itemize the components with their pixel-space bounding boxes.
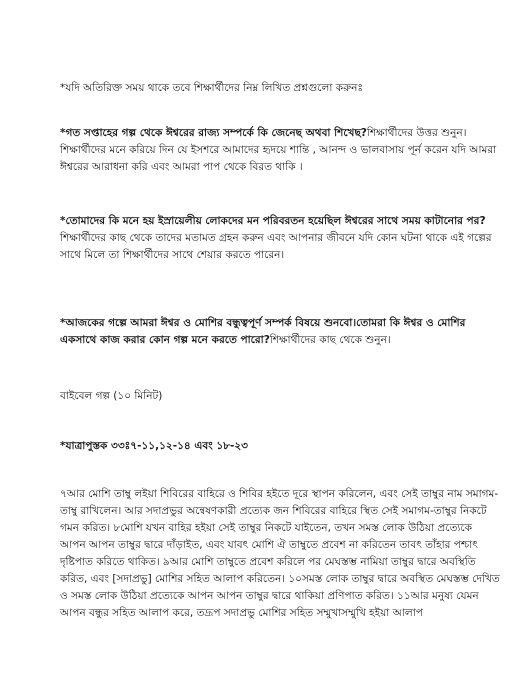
question-3: [60, 315, 500, 349]
question-2: [60, 213, 500, 264]
scripture-passage: ৭আর মোশি তাম্বু লইয়া শিবিরের বাহিরে ও শিবির হইতে দূরে স্থাপন করিলেন, এবং সেই তাম্বুর নাম সমাগম-তাম্বু রাখিলেন। আর সদাপ্রভুর অন্বেষণকারী প্রত্যেক জন শিবিরের বাহিরে স্থিত সেই সমাগম-তাম্বুর নিকটে গমন করিত। ৮মোশি যখন বাহির হইয়া সেই তাম্বুর নিকটে যাইতেন, তখন সমস্ত লোক উঠিয়া প্রত্যেকে আপন আপন তাম্বুর দ্বারে দাঁড়াইত, এবং যাবৎ মোশি ঐ তাম্বুতে প্রবেশ না করিতেন তাবৎ তাঁহার পশ্চাৎ দৃষ্টিপাত করিতে থাকিত। ৯আর মোশি তাম্বুতে প্রবেশ করিলে পর মেঘস্তম্ভ নামিয়া তাম্বুর দ্বারে অবস্থিতি করিত, এবং [সদাপ্রভু] মোশির সহিত আলাপ করিতেন। ১০সমস্ত লোক তাম্বুর দ্বারে অবস্থিত মেঘস্তম্ভ দেখিত ও সমস্ত লোক উঠিয়া প্রত্যেকে আপন আপন তাম্বুর দ্বারে থাকিয়া প্রণিপাত করিত। ১১আর মনুষ্য যেমন আপন বন্ধুর সহিত আলাপ করে, তদ্রূপ সদাপ্রভু মোশির সহিত সম্মুখাসম্মুখি হইয়া আলাপ: [60, 488, 500, 619]
bible-story-heading: বাইবেল গল্প (১০ মিনিট): [60, 390, 163, 402]
intro-paragraph: *যদি অতিরিক্ত সময় থাকে তবে শিক্ষার্থীদের নিম্ন লিখিত প্রশ্নগুলো করুনঃ: [60, 82, 363, 94]
question-3-bold: *আজকের গল্পে আমরা ঈশ্বর ও মোশির বন্ধুত্বপূর্ণ সম্পর্ক বিষয়ে শুনবো।তোমরা কি ঈশ্বর ও মোশির একসাথে কাজ করার কোন গল্প মনে করতে পারো?: [60, 317, 466, 346]
question-1-bold: *গত সপ্তাহের গল্প থেকে ঈশ্বরের রাজ্য সম্পর্কে কি জেনেছ অথবা শিখেছ?: [60, 127, 367, 139]
question-1: [60, 125, 500, 176]
scripture-reference: *যাত্রাপুস্তক ৩৩ঃ৭-১১,১২-১৪ এবং ১৮-২৩: [60, 440, 249, 452]
question-2-text: শিক্ষার্থীদের কাছ থেকে তাদের মতামত গ্রহন করুন এবং আপনার জীবনে যদি কোন ঘটনা থাকে এই গল্পের সাথে মিলে তা শিক্ষার্থীদের সাথে শেয়ার করতে পারেন।: [60, 232, 492, 261]
question-3-text: শিক্ষার্থীদের কাছ থেকে শুনুন।: [269, 334, 391, 346]
question-2-bold: *তোমাদের কি মনে হয় ইস্রায়েলীয় লোকদের মন পরিবরতন হয়েছিল ঈশ্বরের সাথে সময় কাটানোর পর?: [60, 215, 486, 227]
question-1-text: শিক্ষার্থীদের উত্তর শুনুন।শিক্ষার্থীদের মনে করিয়ে দিন যে ইসশরে আমাদের হৃদয়ে শান্তি , আনন্দ ও ভালবাসায় পূর্ন করেন যদি আমরা ঈশ্বরের আরাধনা করি এবং আমরা পাপ থেকে বিরত থাকি ।: [60, 127, 497, 173]
